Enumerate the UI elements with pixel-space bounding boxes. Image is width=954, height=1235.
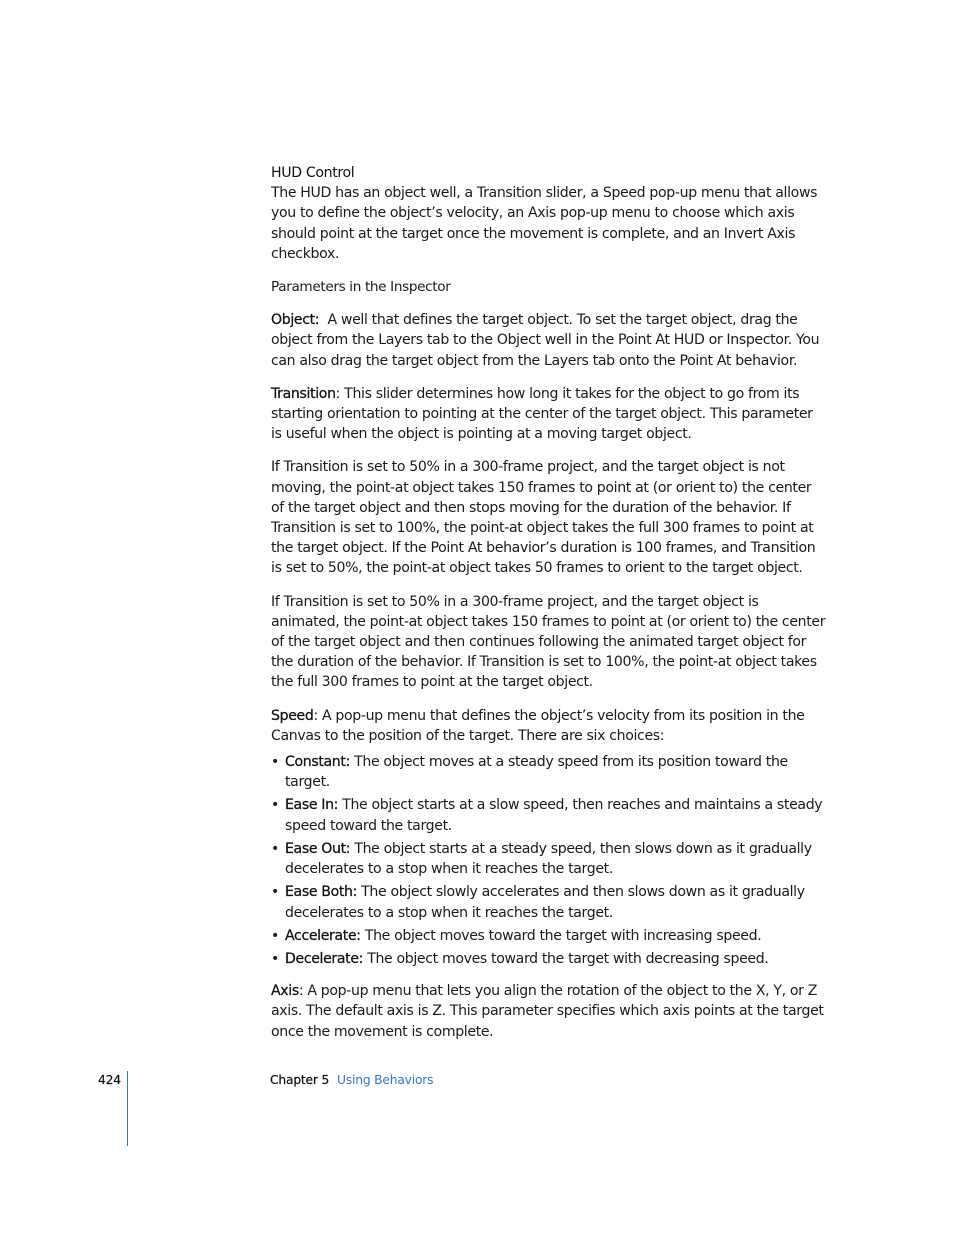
- page-content: [271, 163, 827, 1055]
- page-number: 424: [98, 1073, 121, 1087]
- choice-text: The object slowly accelerates and then slows down as it gradually decelerates to a stop when it reaches the target.: [285, 884, 805, 921]
- bullet: •: [271, 754, 279, 771]
- inspector-heading: Parameters in the Inspector: [271, 279, 451, 296]
- axis-parameter: [271, 981, 827, 1042]
- choice-term: Ease Out:: [285, 840, 351, 857]
- choice-term: Ease In:: [285, 797, 339, 814]
- list-item: [271, 882, 827, 922]
- list-item: [271, 926, 827, 946]
- choice-text: The object starts at a steady speed, then slows down as it gradually decelerates to a stop when it reaches the target.: [285, 840, 812, 878]
- hud-heading: HUD Control: [271, 165, 355, 181]
- bullet: •: [271, 840, 279, 857]
- chapter-title-link[interactable]: Using Behaviors: [337, 1073, 434, 1087]
- bullet: •: [271, 950, 279, 967]
- object-term: Object:: [271, 312, 320, 329]
- object-parameter: [271, 310, 827, 371]
- list-item: [271, 839, 827, 879]
- transition-text: : This slider determines how long it takes for the object to go from its starting orientation to pointing at the center of the target object. This parameter is useful when the object is pointing at a moving target object.: [271, 385, 813, 443]
- transition-term: Transition: [271, 385, 336, 402]
- object-text: A well that defines the target object. To set the target object, drag the object from the Layers tab to the Object well in the Point At HUD or Inspector. You can also drag the target object from the Layers tab onto the Point At behavior.: [271, 312, 820, 369]
- margin-rule: [127, 1071, 128, 1146]
- choice-term: Constant:: [285, 754, 350, 771]
- bullet: •: [271, 797, 279, 814]
- list-item: [271, 752, 827, 792]
- axis-text: : A pop-up menu that lets you align the rotation of the object to the X, Y, or Z axis. The default axis is Z. This parameter specifies which axis points at the target once the movement is complete.: [271, 983, 824, 1040]
- hud-body: The HUD has an object well, a Transition slider, a Speed pop-up menu that allows you to define the object’s velocity, an Axis pop-up menu to choose which axis should point at the target once the movement is complete, and an Invert Axis checkbox.: [271, 185, 818, 262]
- speed-text: : A pop-up menu that defines the object’s velocity from its position in the Canvas to the position of the target. There are six choices:: [271, 707, 805, 744]
- choice-term: Accelerate:: [285, 927, 361, 944]
- choice-text: The object moves toward the target with decreasing speed.: [363, 950, 769, 967]
- choice-text: The object moves at a steady speed from its position toward the target.: [285, 754, 788, 791]
- transition-parameter: [271, 384, 827, 445]
- bullet: •: [271, 884, 279, 901]
- chapter-label: Chapter 5: [270, 1073, 330, 1087]
- bullet: •: [271, 927, 279, 944]
- list-item: [271, 949, 827, 969]
- axis-term: Axis: [271, 983, 299, 1000]
- choice-term: Ease Both:: [285, 884, 358, 901]
- choice-text: The object moves toward the target with increasing speed.: [360, 927, 762, 944]
- speed-parameter: [271, 706, 827, 746]
- transition-note-2: If Transition is set to 50% in a 300-frame project, and the target object is animated, the point-at object takes 150 frames to point at (or orient to) the center of the target object and then continues following the animated target object for the duration of the behavior. If Transition is set to 100%, the point-at object takes the full 300 frames to point at the target object.: [271, 593, 826, 691]
- speed-term: Speed: [271, 707, 314, 724]
- speed-choices-list: [271, 752, 827, 969]
- transition-note-1: If Transition is set to 50% in a 300-frame project, and the target object is not moving, the point-at object takes 150 frames to point at (or orient to) the center of the target object and then stops moving for the duration of the behavior. If Transition is set to 100%, the point-at object takes the full 300 frames to point at the target object. If the Point At behavior’s duration is 100 frames, and Transition is set to 50%, the point-at object takes 50 frames to orient to the target object.: [271, 459, 816, 577]
- list-item: [271, 795, 827, 835]
- choice-text: The object starts at a slow speed, then reaches and maintains a steady speed toward the target.: [285, 797, 823, 834]
- choice-term: Decelerate:: [285, 950, 364, 967]
